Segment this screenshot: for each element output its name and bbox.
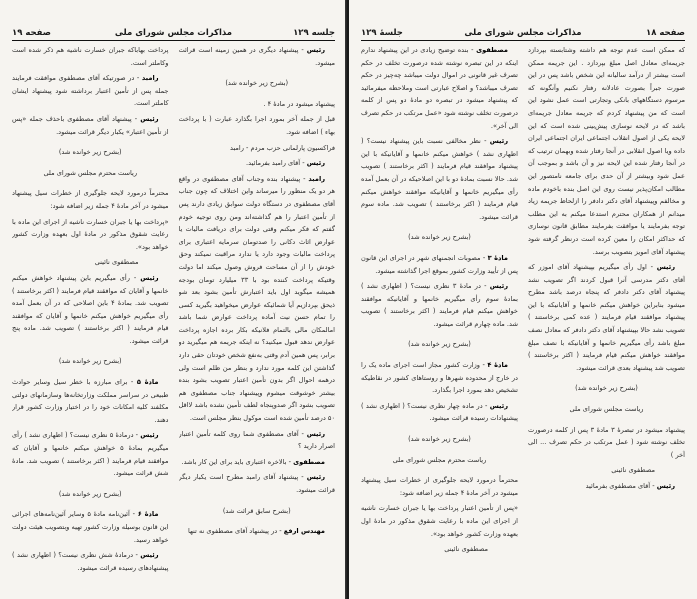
article-paragraph bbox=[361, 359, 518, 397]
paragraph-text: - بنده توضیح زیادی در این پیشنهاد ندارم اینکه در این تبصره نوشته شده درصورت تخلف در حکم تصرف غیر قانونی در اموال دولت میباشد چه‌چیز در حکم تصرف میباشد؟ و اصلاح عبارتی است وملاحظه میفرمائید که پیشنهاد میشود در تبصره دو مادهٔ دو پس از کلمه درصورت تخلف نوشته شود «عمل مرتکب در حکم تصرف الی آخر». bbox=[361, 46, 518, 130]
paragraph-text: - اول رأی میگیریم بپیشنهاد آقای اموزر که آقای دکتر مدرسی آنرا قبول کردند اگر تصویب نشد پیشنهاد آقای دکتر دادفر که پنجاه درصد باشد مطرح میشود بنابراین خواهش میکنم خانمها و آقایانیکه با این پیشنهاد موافقند قیام فرمایند ( عده کمی برخاستند ) تصویب نشد حالا بپیشنهاد آقای دکتر دادفر که معادل نصف مبلغ باشد رأی میگیریم خانمها و آقایانیکه با نصف مبلغ موافقند خواهش میکنم قیام فرمایند ( اکثر برخاستند ) تصویب شد پیشنهاد بعدی قرائت میشود. bbox=[528, 263, 685, 372]
running-title: مذاکرات مجلس شورای ملی bbox=[464, 28, 582, 38]
signature: مصطفوی نائینی bbox=[611, 466, 655, 475]
text-column-right bbox=[179, 44, 336, 591]
speech-paragraph bbox=[361, 280, 518, 330]
text-column-left bbox=[12, 44, 169, 591]
speech-paragraph bbox=[12, 429, 169, 479]
speaker-name: رئیس bbox=[489, 137, 508, 146]
running-title: مذاکرات مجلس شورای ملی bbox=[114, 28, 233, 38]
paragraph-text: - آئین‌نامه مادهٔ ۵ وسایر آئین‌نامه‌های اجرائی این قانون بوسیله وزارت کشور تهیه وبتصویب هیئت دولت خواهد رسید. bbox=[12, 510, 169, 544]
speech-paragraph bbox=[179, 456, 336, 469]
paragraph-text: - آقای مصطفوی شما روی کلمه تأمین اعتبار اصرار دارید ؟ bbox=[178, 429, 335, 451]
paragraph-text: - درمادهٔ ۵ نظری نیست؟ ( اظهاری نشد ) رأی میگیریم بمادهٔ ۵ خواهش میکنم خانمها و آقایان که موافقند قیام فرمایند ( اکثر برخاستند ) تصویب شد. مادهٔ شش قرائت میشود. bbox=[12, 431, 169, 478]
speaker-name: رئیس bbox=[140, 273, 159, 282]
speech-paragraph bbox=[179, 173, 336, 425]
speech-paragraph bbox=[179, 44, 336, 69]
speech-paragraph bbox=[179, 428, 336, 453]
speaker-name: رئیس bbox=[306, 429, 325, 438]
section-note: ریاست محترم مجلس شورای ملی bbox=[43, 168, 138, 177]
article-paragraph bbox=[12, 376, 169, 426]
body-paragraph: پیشنهاد میشود در مادهٔ ۴ . bbox=[263, 99, 335, 108]
article-paragraph bbox=[361, 252, 518, 277]
paragraph-text: - آقای رامبد بفرمائید. bbox=[246, 159, 307, 168]
left-page bbox=[0, 0, 347, 599]
speech-paragraph bbox=[12, 272, 169, 348]
speech-paragraph bbox=[361, 135, 518, 223]
paragraph-text: - پیشنهاد آقای رامبد مطرح است یکبار دیگر قرائت میشود. bbox=[178, 473, 335, 494]
body-paragraph: پرداخت بهاباکه جبران خسارت ناشیه هم ذکر شده است وکاملتر است. bbox=[12, 46, 169, 67]
page-number: صفحه ۱۸ bbox=[646, 28, 685, 38]
article-label: مادهٔ ۶ bbox=[137, 510, 159, 519]
session-number: جلسه ۱۲۹ bbox=[293, 28, 335, 38]
section-note: (بشرح سابق قرائت شد) bbox=[222, 506, 291, 515]
section-note: (بشرح زیر خوانده شد) bbox=[225, 79, 289, 88]
article-label: مادهٔ ۴ bbox=[487, 361, 509, 370]
body-paragraph: «پرداخت بها یا جبران خسارت ناشیه از اجرای این ماده با رعایت شقوق مذکور در مادهٔ اول بعهده وزارت کشور خواهد بود». bbox=[12, 217, 169, 251]
right-page bbox=[349, 0, 697, 599]
body-paragraph: که ممکن است عدم توجه هم داشته وشتابسته بپردازد جریمه‌ای معادل اصل مبلغ بپردازد . این جریمه ممکن است بیشتر از درآمد سالیانه این شخص باشد پس در این صورت جبراً بصورت عادلانه رفتار نکنیم وآنگونه که مرسوم دستگاههای بانکی وتجارتی است عمل نشود این است که من پیشنهاد کردم که جریمه معادل جریمه‌ای باشد که در لایحه نوسازی پیش‌بینی شده است که این لایحه یکی از اصول انقلاب اجتماعی ایران اجتماعی ایران داده ویا اصول انقلابی در آنجا رفتار شده وبهمان ترتیب که در آنجا رفتار شده این لایحه نیز و آن باشد و بموجب آن عمل شود وبیشتر از آن حدی برای جامعه نامتصور این مطالب امکان‌پذیر نیست روی این اصل بنده باخودم ماده و مخالفم وپیشنهاد آقای دکتر دادفر را ازلحاظ جریمه زیاد میدانم از همکاران محترم استدعا میکنم به این مطلب توجه بفرمایند یا موافقت بفرمایند مطابق قانون نوسازی که حداکثر امکان را معین کرده است درنظر گرفته شود پیشنهاد آقای امویز بتصویب برسد. bbox=[528, 46, 685, 256]
section-note: (بشرح زیر خوانده شد) bbox=[408, 435, 471, 444]
speech-paragraph bbox=[179, 157, 336, 170]
section-note: (بشرح زیر خوانده شد) bbox=[58, 148, 122, 157]
body-paragraph: محترماً درمورد لایحه جلوگیری از خطرات سیل پیشنهاد میشود در آخر مادهٔ ۴ جمله زیر اضافه شود: bbox=[12, 189, 169, 210]
signature: مصطفوی نائینی bbox=[444, 545, 488, 554]
paragraph-text: - وزارت کشور مجاز است اجرای ماده یک را در خارج از محدوده شهرها و روستاهای کشور در نقاطیکه تشخیص دهد بمورد اجرا بگذارد. bbox=[361, 361, 518, 395]
body-paragraph: قبل از جمله آخر بمورد اجرا بگذارد عبارت ( با پرداخت بهاء ) اضافه شود. bbox=[178, 115, 335, 136]
speaker-name: مصطفوی bbox=[476, 46, 508, 54]
paragraph-text: - مصوبات انجمنهای شهر در اجرای این قانون پس از تأیید وزارت کشور بموقع اجرا گذاشته میشود. bbox=[361, 253, 518, 275]
signature: مصطفوی نائینی bbox=[94, 258, 139, 267]
paragraph-text: - درمادهٔ شش نظری نیست؟ ( اظهاری نشد ) پیشنهادهای رسیده قرائت میشود. bbox=[12, 551, 169, 572]
article-label: مادهٔ ۵ bbox=[136, 378, 159, 387]
session-number: جلسهٔ ۱۲۹ bbox=[361, 28, 403, 38]
paragraph-text: - رأی میگیریم باین پیشنهاد خواهش میکنم خانمها و آقایان که موافقند قیام فرمایند ( اکثر برخاستند ) تصویب شد. بمادهٔ ۴ باین اصلاحی که در آن بعمل آمده رأی میگیریم خواهش میکنم خانمها و آقایان که موافقند قیام فرمایند ( اکثر برخاستند ) تصویب شد. ماده پنج قرائت میشود. bbox=[12, 273, 169, 345]
speaker-name: رئیس bbox=[140, 551, 159, 560]
paragraph-text: - در ماده چهار نظری نیست؟ ( اظهاری نشد ) پیشنهادات رسیده قرائت میشود. bbox=[361, 401, 518, 423]
section-note: (بشرح زیر خوانده شد) bbox=[408, 233, 471, 242]
speech-paragraph bbox=[12, 113, 169, 138]
paragraph-text: - در صورتیکه آقای مصطفوی موافقت فرمایند جمله پس از تأمین اعتبار برداشته شود پیشنهاد ایشان کاملتر است. bbox=[12, 74, 169, 108]
speaker-name: مهندس ارفع bbox=[283, 527, 325, 536]
text-column-right bbox=[528, 44, 685, 591]
paragraph-text: - در پیشنهاد آقای مصطفوی نه تنها bbox=[187, 527, 284, 536]
speaker-name: رامبد bbox=[141, 74, 159, 83]
speaker-name: رئیس bbox=[656, 482, 675, 490]
speaker-name: رئیس bbox=[140, 114, 159, 123]
speaker-name: مصطفوی bbox=[293, 457, 325, 466]
section-note: (بشرح زیر خوانده شد) bbox=[58, 489, 122, 498]
paragraph-text: - پیشنهاد آقای مصطفوی باحذف جمله «پس از تأمین اعتبار» یکبار دیگر قرائت میشود. bbox=[12, 114, 169, 136]
speaker-name: رئیس bbox=[306, 473, 325, 482]
speaker-name: رئیس bbox=[140, 431, 159, 440]
speech-paragraph bbox=[179, 471, 336, 496]
paragraph-text: - در مادهٔ ۳ نظری نیست؟ ( اظهاری نشد ) بمادهٔ سوم رأی میگیریم خانمها و آقایانیکه موافقند خواهش میکنم قیام فرمایند ( اکثر برخاستند ) تصویب شد. ماده چهارم قرائت میشود. bbox=[361, 282, 518, 328]
paragraph-text: - آقای مصطفوی بفرمائید bbox=[585, 482, 657, 490]
speech-paragraph bbox=[12, 72, 169, 110]
paragraph-text: - پیشنهاد دیگری در همین زمینه است قرائت میشود. bbox=[178, 46, 335, 67]
paragraph-text: - پیشنهاد بنده وجناب آقای مصطفوی در واقع هر دو یک منظور را میرساند واین اختلاف که چون جناب آقای مصطفوی در دستگاه دولت سوابق زیادی دارند پس از تأمین اعتبار را هم گذاشته‌اند ومن روی توجیه خودم گفتم که فکر میکنم وقتی دولت برای دریافت مالیات یا عوارض اثاث دکانی را صدتومان سرمایه اعتباری برای پرداخت مالیات وجود دارد یا ندارد مراقبت نمیکند وحق خودش را از آن مساحت فروش وصول میکند اما دولت وقتیکه پرداخت کننده بود با ۳۳ میلیارد تومان بودجه همیشه میگوید اول باید اعتبارش تأمین بشود بعد شو ذیحق بپردازیم آیا شمائیکه عوارض میخواهید بگیرید کسی را تمام حسن نیت آماده پرداخت عوارض شما باشد امالمکان مالی بالتمام فلانیکه بکار برده اجازه پرداخت عوارض ندهد قبول میکنید؟ نه اینکه جریمه هم میگیرید دو برابر، پس همین آدم وقتی به‌نفع شخص خودتان حقی دارد گذاشتن این کلمه مورد ندارد و بنظر من ظلم است ولی درهمه احوال اگر بدون تأمین اعتبار تصویب بشود بنده بیشتر خوشوقت میشوم وپیشنهاد جناب مصطفوی هم تصویب بشود اگر صدوپنجاه لطف تأمین نشده باشد لااقل ۵۰ درصد تأمین شده است موکول بنظر مجلس است. bbox=[178, 174, 335, 423]
speaker-name: رئیس bbox=[489, 401, 508, 410]
speaker-name: رئیس bbox=[306, 159, 325, 168]
article-paragraph bbox=[12, 508, 169, 546]
section-note: (بشرح زیر خوانده شد) bbox=[58, 357, 122, 366]
speech-paragraph bbox=[361, 400, 518, 425]
speaker-name: رئیس bbox=[656, 263, 675, 272]
section-note: (بشرح زیر خوانده شد) bbox=[575, 384, 638, 393]
section-note: (بشرح زیر خوانده شد) bbox=[408, 340, 471, 349]
right-page-columns bbox=[361, 44, 685, 591]
body-paragraph: پیشنهاد میشود در تبصرهٔ ۳ مادهٔ ۳ پس از کلمه درصورت تخلف نوشته شود ( عمل مرتکب در حکم تصرف ... الی آخر ) bbox=[528, 425, 685, 459]
paragraph-text: - بالاخره اعتباری باید برای این کار باشد. bbox=[181, 457, 294, 466]
section-note: ریاست مجلس شورای ملی bbox=[569, 405, 644, 414]
section-note: ریاست محترم مجلس شورای ملی bbox=[392, 455, 487, 464]
article-label: مادهٔ ۳ bbox=[487, 253, 508, 262]
speech-paragraph bbox=[179, 525, 336, 538]
speech-paragraph bbox=[12, 549, 169, 574]
body-paragraph: «پس از تأمین اعتبار پرداخت بها یا جبران خسارت ناشیه از اجرای این ماده با رعایت شقوق مذکور در مادهٔ اول بعهده وزارت کشور خواهد بود». bbox=[361, 504, 518, 538]
speech-paragraph bbox=[528, 480, 685, 493]
speaker-name: رامبد bbox=[308, 174, 325, 183]
body-paragraph: فراکسیون پارلمانی حزب مردم - رامبد bbox=[229, 143, 335, 152]
body-paragraph: محترماً درمورد لایحه جلوگیری از خطرات سیل پیشنهاد میشود در آخر مادهٔ ۴ جمله زیر اضافه شود: bbox=[361, 476, 518, 497]
speaker-name: رئیس bbox=[489, 282, 508, 291]
text-column-left bbox=[361, 44, 518, 591]
paragraph-text: - نظر مخالفی نسبت باین پیشنهاد نیست؟ ( اظهاری نشد ) خواهش میکنم خانمها و آقایانیکه با این پیشنهاد موافقند قیام فرمایند ( اکثر برخاستند ) تصویب شد. حالا نسبت بمادهٔ دو با این اصلاحیکه در آن بعمل آمده رأی میگیریم خانمها و آقایانیکه موافقند خواهش میکنم قیام فرمایند ( اکثر برخاستند ) تصویب شد. ماده سوم قرائت میشود. bbox=[361, 137, 518, 221]
speech-paragraph bbox=[528, 261, 685, 374]
paragraph-text: - برای مبارزه با خطر سیل وسایر حوادث طبیعی در سراسر مملکت وزارتخانه‌ها وسازمانهای دولتی مکلفند کلیه امکانات خود را در اختیار وزارت کشور قرار دهند. bbox=[12, 378, 169, 424]
left-page-header bbox=[12, 24, 335, 41]
left-page-columns bbox=[12, 44, 335, 591]
speaker-name: رئیس bbox=[306, 46, 325, 54]
speech-paragraph bbox=[361, 44, 518, 132]
page-number: صفحه ۱۹ bbox=[12, 28, 51, 38]
right-page-header bbox=[361, 24, 685, 41]
